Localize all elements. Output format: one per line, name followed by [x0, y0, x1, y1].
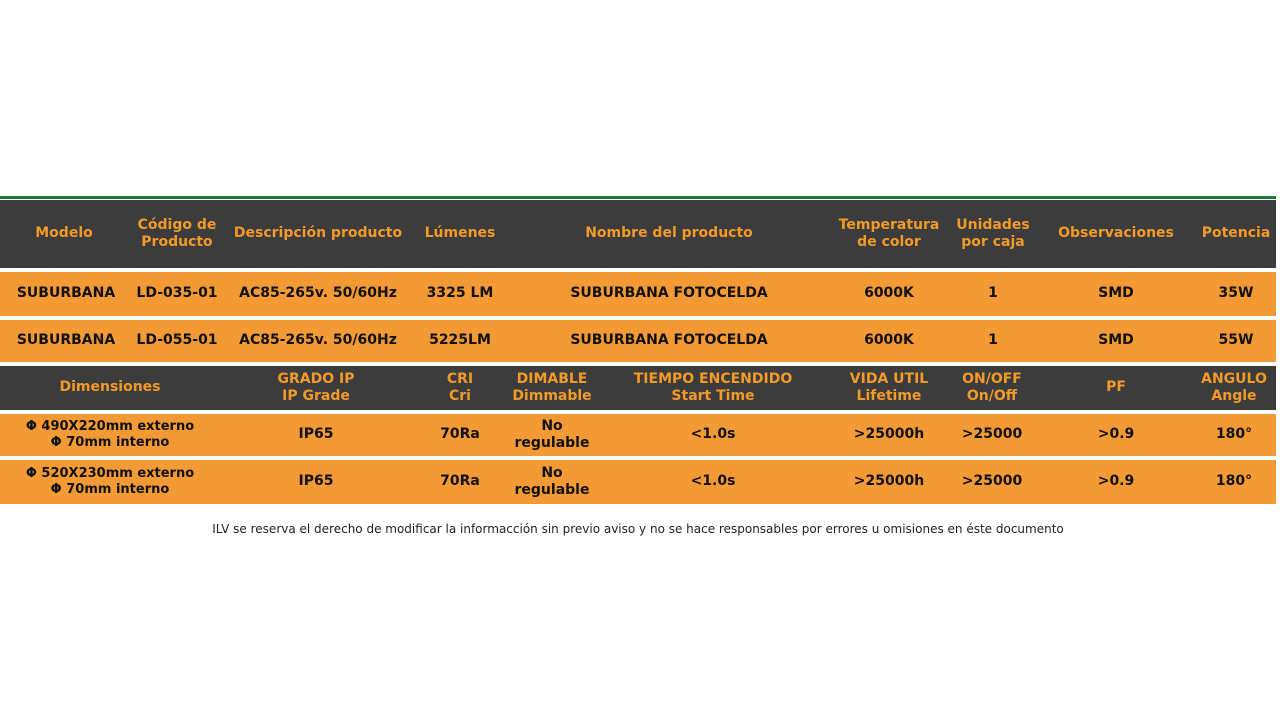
header-tiempo-encendido: TIEMPO ENCENDIDO Start Time [633, 370, 793, 404]
cell-dimensiones: Φ 490X220mm externo Φ 70mm interno [25, 418, 195, 450]
cell-unidades: 1 [988, 332, 998, 349]
header-vida-util: VIDA UTIL Lifetime [849, 370, 929, 404]
header-codigo-producto: Código de Producto [137, 216, 217, 250]
cell-pf: >0.9 [1097, 426, 1135, 443]
header-on-off: ON/OFF On/Off [962, 370, 1022, 404]
cell-tiempo-encendido: <1.0s [690, 473, 736, 490]
cell-codigo: LD-055-01 [136, 332, 218, 349]
cell-unidades: 1 [988, 285, 998, 302]
cell-lumenes: 3325 LM [426, 285, 494, 302]
cell-nombre: SUBURBANA FOTOCELDA [570, 332, 768, 349]
cell-cri: 70Ra [440, 426, 480, 443]
cell-vida-util: >25000h [853, 473, 925, 490]
header-cri: CRI Cri [446, 370, 474, 404]
cell-grado-ip: IP65 [298, 426, 334, 443]
cell-dimensiones: Φ 520X230mm externo Φ 70mm interno [25, 465, 195, 497]
table2-row [0, 414, 1276, 456]
header-dimensiones: Dimensiones [59, 379, 161, 396]
cell-potencia: 35W [1218, 285, 1254, 302]
cell-angulo: 180° [1215, 426, 1253, 443]
header-pf: PF [1106, 379, 1126, 396]
cell-dimable: No regulable [514, 417, 590, 451]
header-nombre-producto: Nombre del producto [585, 225, 753, 242]
cell-cri: 70Ra [440, 473, 480, 490]
table1-row [0, 320, 1276, 362]
header-grado-ip: GRADO IP IP Grade [277, 370, 355, 404]
cell-modelo: SUBURBANA [16, 332, 116, 349]
header-lumenes: Lúmenes [424, 225, 496, 242]
cell-codigo: LD-035-01 [136, 285, 218, 302]
header-modelo: Modelo [35, 225, 93, 242]
cell-observaciones: SMD [1098, 332, 1134, 349]
cell-pf: >0.9 [1097, 473, 1135, 490]
header-descripcion: Descripción producto [233, 225, 403, 242]
cell-observaciones: SMD [1098, 285, 1134, 302]
top-border-line [0, 196, 1276, 199]
header-dimable: DIMABLE Dimmable [512, 370, 592, 404]
header-observaciones: Observaciones [1058, 225, 1174, 242]
cell-angulo: 180° [1215, 473, 1253, 490]
table1-row [0, 272, 1276, 316]
header-unidades-caja: Unidades por caja [956, 216, 1030, 250]
cell-tiempo-encendido: <1.0s [690, 426, 736, 443]
header-potencia: Potencia [1201, 225, 1271, 242]
cell-descripcion: AC85-265v. 50/60Hz [239, 332, 397, 349]
table2-header-row [0, 366, 1276, 410]
cell-on-off: >25000 [961, 473, 1023, 490]
cell-grado-ip: IP65 [298, 473, 334, 490]
disclaimer-text: ILV se reserva el derecho de modificar la informacción sin previo aviso y no se hace responsables por errores u omisiones en éste documento [212, 522, 1064, 536]
table1-header-row [0, 200, 1276, 268]
cell-vida-util: >25000h [853, 426, 925, 443]
cell-temperatura: 6000K [864, 332, 914, 349]
cell-descripcion: AC85-265v. 50/60Hz [239, 285, 397, 302]
table2-row [0, 460, 1276, 504]
cell-dimable: No regulable [514, 464, 590, 498]
cell-on-off: >25000 [961, 426, 1023, 443]
cell-temperatura: 6000K [864, 285, 914, 302]
cell-modelo: SUBURBANA [16, 285, 116, 302]
header-angulo: ANGULO Angle [1201, 370, 1267, 404]
cell-lumenes: 5225LM [429, 332, 491, 349]
header-temperatura-color: Temperatura de color [838, 216, 940, 250]
cell-potencia: 55W [1218, 332, 1254, 349]
cell-nombre: SUBURBANA FOTOCELDA [570, 285, 768, 302]
